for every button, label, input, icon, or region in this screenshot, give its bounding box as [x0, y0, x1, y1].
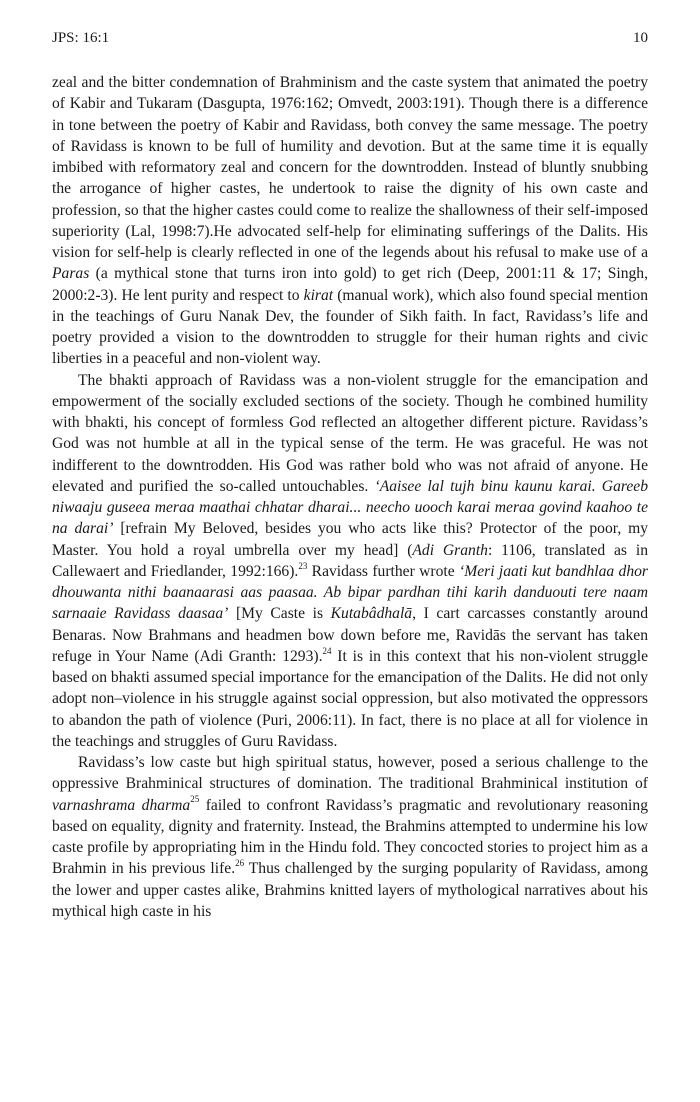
- text-run: It is in this context that his non-violent struggle based on bhakti assumed special importance for the emancipation of the Dalits. He did not only adopt non–violence in his struggle against social oppression, but also motivated the oppressors to abandon the path of violence (Puri, 2006:11). In fact, there is no place at all for violence in the teachings and struggles of Guru Ravidass.: [52, 647, 649, 750]
- footnote-marker: 23: [298, 560, 308, 571]
- text-run: The bhakti approach of Ravidass was a non-violent struggle for the emancipation and empowerment of the socially excluded sections of the society. Though he combined humility with bhakti, his concept of formless God reflected an altogether different picture. Ravidass’s God was not humble at all in the typical sense of the term. He was graceful. He was not indifferent to the downtrodden. His God was rather bold who was not afraid of anyone. He elevated and purified the so-called untouchables.: [52, 371, 648, 495]
- text-run: Ravidass further wrote: [307, 562, 460, 580]
- text-run: Thus challenged by the surging popularity of Ravidass, among the lower and upper castes alike, Brahmins knitted layers of mythological narratives about his mythical high caste in his: [52, 860, 648, 920]
- italic-term: Paras: [52, 265, 90, 283]
- footnote-marker: 26: [235, 858, 245, 869]
- text-run: failed to confront Ravidass’s pragmatic and revolutionary reasoning based on equality, dignity and fraternity. Instead, the Brahmins attempted to undermine his low caste profile by appropriating him in the Hindu fold. They concocted stories to project him as a Brahmin in his previous life.: [52, 796, 648, 878]
- text-run: [My Caste is: [228, 605, 331, 623]
- body-paragraph: [52, 370, 648, 753]
- text-run: [refrain My Beloved, besides you who acts like this? Protector of the poor, my Master. You hold a royal umbrella over my head] (: [52, 520, 649, 559]
- body-text: [52, 72, 648, 922]
- italic-term: Kutabâdhalā: [330, 605, 413, 623]
- body-paragraph: [52, 72, 648, 370]
- text-run: zeal and the bitter condemnation of Brahminism and the caste system that animated the poetry of Kabir and Tukaram (Dasgupta, 1976:162; Omvedt, 2003:191). Though there is a difference in tone between the poetry of Kabir and Ravidass, both convey the same message. The poetry of Ravidass is known to be full of humility and devotion. But at the same time it is equally imbibed with reformatory zeal and concern for the downtrodden. Instead of bluntly snubbing the arrogance of higher castes, he undertook to raise the dignity of his own caste and profession, so that the higher castes could come to realize the shallowness of their self-imposed superiority (Lal, 1998:7).He advocated self-help for eliminating sufferings of the Dalits. His vision for self-help is clearly reflected in one of the legends about his refusal to make use of a: [52, 74, 648, 261]
- italic-term: varnashrama dharma: [52, 796, 191, 814]
- running-header: [52, 28, 648, 48]
- page-number: 10: [633, 30, 648, 46]
- italic-term: Adi Granth: [412, 541, 488, 559]
- journal-citation: JPS: 16:1: [52, 30, 110, 46]
- body-paragraph: [52, 752, 648, 922]
- italic-term: ‘Aaisee lal tujh binu kaunu karai. Gareeb niwaaju guseea meraa maathai chhatar dharai... neecho uooch karai meraa govind kaahoo te na darai’: [52, 477, 648, 538]
- footnote-marker: 25: [190, 794, 200, 805]
- text-run: Ravidass’s low caste but high spiritual status, however, posed a serious challenge to the oppressive Brahminical structures of domination. The traditional Brahminical institution of: [52, 754, 648, 793]
- text-run: (manual work), which also found special mention in the teachings of Guru Nanak Dev, the founder of Sikh faith. In fact, Ravidass’s life and poetry provided a vision to the downtrodden to struggle for their human rights and civic liberties in a peaceful and non-violent way.: [52, 286, 648, 368]
- text-run: (a mythical stone that turns iron into gold) to get rich (Deep, 2001:11 & 17; Singh, 2000:2-3). He lent purity and respect to: [52, 265, 648, 304]
- text-run: : 1106, translated as in Callewaert and Friedlander, 1992:166).: [52, 541, 648, 580]
- footnote-marker: 24: [322, 645, 332, 656]
- italic-term: kirat: [303, 286, 334, 304]
- italic-term: ‘Meri jaati kut bandhlaa dhor dhouwanta nithi baanaarasi aas paasaa. Ab bipar pardhan tihi karih danduouti tere naam sarnaaie Ravidass daasaa’: [52, 562, 648, 623]
- text-run: , I cart carcasses constantly around Benaras. Now Brahmans and headmen bow down before me, Ravidās the servant has taken refuge in Your Name (Adi Granth: 1293).: [52, 605, 648, 665]
